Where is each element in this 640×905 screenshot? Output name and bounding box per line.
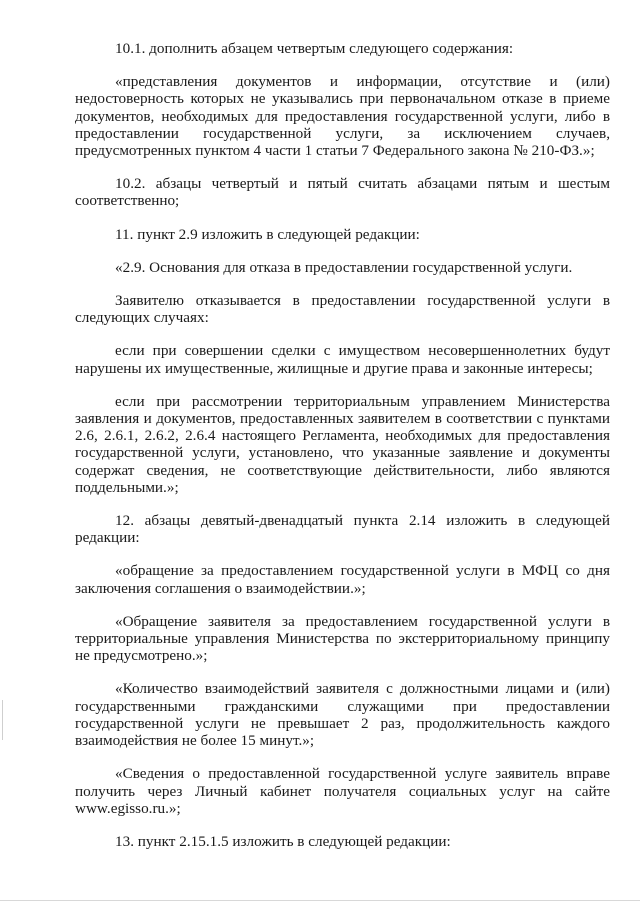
scan-artifact-left xyxy=(2,700,3,740)
paragraph-10-2: 10.2. абзацы четвертый и пятый считать абзацами пятым и шестым соответственно; xyxy=(75,175,610,210)
document-body xyxy=(75,40,610,850)
paragraph-11: 11. пункт 2.9 изложить в следующей редакции: xyxy=(115,225,420,243)
paragraph-interactions: «Количество взаимодействий заявителя с должностными лицами и (или) государственными гражданскими служащими при предоставлении государственной услуги не превышает 2 раз, продолжительность каждого взаимодействия не более 15 минут.»; xyxy=(75,680,610,750)
paragraph-2-9-heading: «2.9. Основания для отказа в предоставлении государственной услуги. xyxy=(115,258,573,276)
paragraph-10-1: 10.1. дополнить абзацем четвертым следующего содержания: xyxy=(115,40,514,57)
paragraph-12: 12. абзацы девятый-двенадцатый пункта 2.14 изложить в следующей редакции: xyxy=(75,512,610,547)
scan-artifact-bottom xyxy=(0,900,640,901)
paragraph-refusal-case-1: если при совершении сделки с имуществом несовершеннолетних будут нарушены их имущественные, жилищные и другие права и законные интересы; xyxy=(75,342,610,377)
paragraph-quote-representation: «представления документов и информации, отсутствие и (или) недостоверность которых не указывались при первоначальном отказе в приеме документов, необходимых для предоставления государственной услуги, либо в предоставлении государственной услуги, за исключением случаев, предусмотренных пунктом 4 части 1 статьи 7 Федерального закона № 210-ФЗ.»; xyxy=(75,73,610,160)
paragraph-refusal-intro: Заявителю отказывается в предоставлении государственной услуги в следующих случаях: xyxy=(75,292,610,327)
paragraph-extraterritorial: «Обращение заявителя за предоставлением государственной услуги в территориальные управления Министерства по экстерриториальному принципу не предусмотрено.»; xyxy=(75,612,610,665)
paragraph-egisso: «Сведения о предоставленной государственной услуге заявитель вправе получить через Личный кабинет получателя социальных услуг на сайте www.egisso.ru.»; xyxy=(75,765,610,817)
paragraph-refusal-case-2: если при рассмотрении территориальным управлением Министерства заявления и документов, предоставленных заявителем в соответствии с пунктами 2.6, 2.6.1, 2.6.2, 2.6.4 настоящего Регламента, необходимых для предоставления государственной услуги, установлено, что указанные заявление и документы содержат сведения, не соответствующие действительности, либо являются поддельными.»; xyxy=(75,392,610,496)
paragraph-13: 13. пункт 2.15.1.5 изложить в следующей редакции: xyxy=(115,832,451,850)
paragraph-mfc-request: «обращение за предоставлением государственной услуги в МФЦ со дня заключения соглашения о взаимодействии.»; xyxy=(75,562,610,597)
